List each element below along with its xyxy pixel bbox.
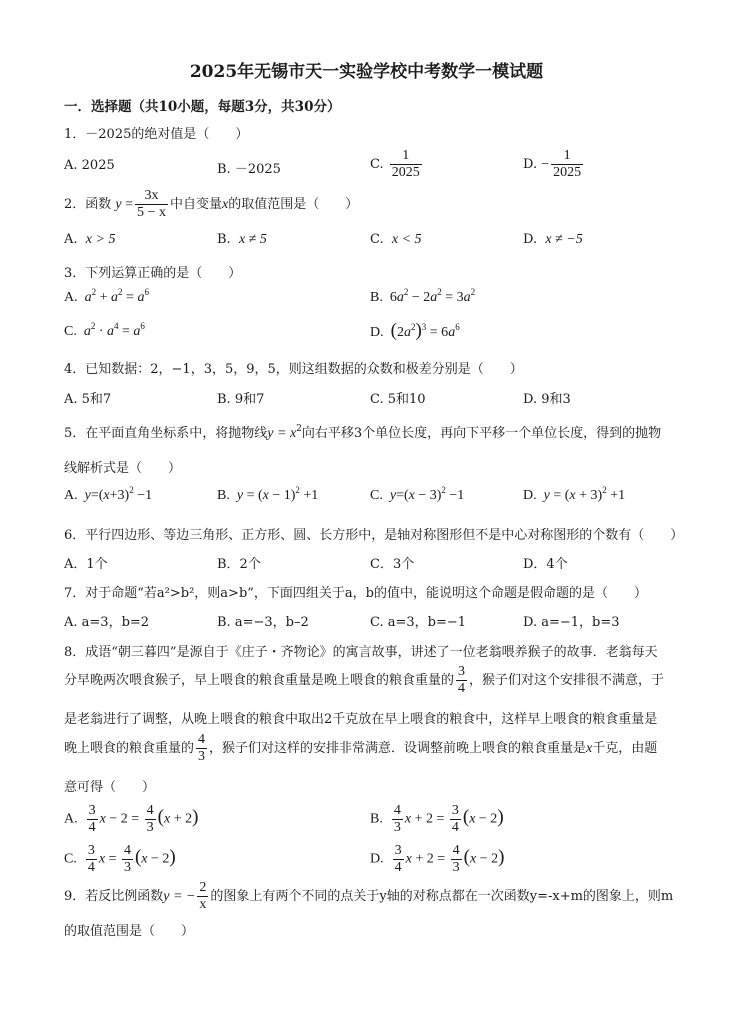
question-7-option-a[interactable]: A. a=3，b=2	[64, 615, 150, 630]
question-6-option-c[interactable]: C．3个	[370, 557, 415, 572]
question-7-stem: 7．对于命题“若a²>b²，则a>b”，下面四组关于a，b的值中，能说明这个命题是假命题的是（ ）	[64, 586, 647, 601]
question-2-option-c[interactable]: C. x < 5	[370, 232, 422, 247]
question-6-option-a[interactable]: A．1个	[64, 557, 108, 572]
question-5-stem-line2: 线解析式是（ ）	[64, 461, 182, 476]
fraction: $\frac{1}{2025}$	[391, 148, 420, 180]
question-1-option-c[interactable]: C. $\frac{1}{2025}$	[370, 148, 420, 180]
question-2-option-b[interactable]: B. x ≠ 5	[217, 232, 267, 247]
question-4-option-b[interactable]: B. 9和7	[217, 392, 265, 407]
question-8-stem-line4: 晚上喂食的粮食重量的 $\frac{4}{3}$ ，猴子们对这样的安排非常满意．设调整前晚上喂食的粮食重量是x千克，由题	[64, 732, 658, 764]
question-1-option-b[interactable]: B. －2025	[217, 162, 281, 177]
question-2-option-d[interactable]: D. x ≠ −5	[523, 232, 583, 247]
question-4-option-d[interactable]: D. 9和3	[523, 392, 571, 407]
question-8-stem-line1: 8．成语“朝三暮四”是源自于《庄子・齐物论》的寓言故事，讲述了一位老翁喂养猴子的故事．老翁每天	[64, 645, 658, 660]
question-4-option-c[interactable]: C. 5和10	[370, 392, 426, 407]
question-9-stem-line2: 的取值范围是（ ）	[64, 924, 195, 939]
question-9-stem: 9．若反比例函数y = − $\frac{2}{x}$ 的图象上有两个不同的点关于y轴的对称点都在一次函数y=-x+m的图象上，则m	[64, 880, 674, 912]
question-8-stem-line5: 意可得（ ）	[64, 780, 156, 795]
question-5-option-d[interactable]: D. $y = (x + 3)^2 +1$	[523, 485, 626, 503]
question-3-option-d[interactable]: D. $(2a^2)^3 = 6a^6$	[370, 320, 460, 341]
question-8-stem-line3: 是老翁进行了调整，从晚上喂食的粮食中取出2千克放在早上喂食的粮食中，这样早上喂食的粮食重量是	[64, 712, 658, 727]
question-1-option-d[interactable]: D. − $\frac{1}{2025}$	[523, 148, 582, 180]
question-6-option-b[interactable]: B．2个	[217, 557, 261, 572]
question-3-stem: 3．下列运算正确的是（ ）	[64, 266, 242, 281]
question-6-option-d[interactable]: D．4个	[523, 557, 568, 572]
fraction: $\frac{2}{x}$	[199, 880, 207, 912]
question-1-stem: 1．－2025的绝对值是（ ）	[64, 127, 249, 142]
question-1-option-a[interactable]: A. 2025	[64, 158, 115, 173]
section-heading: 一．选择题（共10小题，每题3分，共30分）	[64, 99, 341, 115]
question-2-option-a[interactable]: A. x > 5	[64, 232, 116, 247]
question-5-option-a[interactable]: A. $y=(x+3)^2 -1$	[64, 485, 153, 503]
question-4-option-a[interactable]: A. 5和7	[64, 392, 112, 407]
question-2-stem: 2．函数 y = $\frac{3x}{5 - x}$ 中自变量x的取值范围是（ ）	[64, 188, 359, 220]
question-3-option-c[interactable]: C. $a^2 \cdot a^4 = a^6$	[64, 321, 145, 339]
fraction: $\frac{3x}{5 - x}$	[137, 188, 166, 220]
question-8-option-b[interactable]: B. $\frac{4}{3}$ x + 2 = $\frac{3}{4}$ (x − 2)	[370, 803, 504, 835]
question-5-option-c[interactable]: C. $y=(x - 3)^2 -1$	[370, 485, 465, 503]
question-3-option-a[interactable]: A. $a^2 + a^2 = a^6$	[64, 287, 149, 305]
page-title: 2025年无锡市天一实验学校中考数学一模试题	[189, 62, 544, 82]
question-5-stem: 5．在平面直角坐标系中，将抛物线$y = x^2$向右平移3个单位长度，再向下平移一个单位长度，得到的抛物	[64, 424, 662, 441]
fraction: $\frac{4}{3}$	[198, 732, 206, 764]
question-7-option-b[interactable]: B. a=−3，b–2	[217, 615, 309, 630]
question-4-stem: 4．已知数据：2，−1，3，5，9，5，则这组数据的众数和极差分别是（ ）	[64, 362, 523, 377]
question-8-option-a[interactable]: A. $\frac{3}{4}$ x − 2 = $\frac{4}{3}$ (x + 2)	[64, 803, 199, 835]
question-8-stem-line2: 分早晚两次喂食猴子，早上喂食的粮食重量是晚上喂食的粮食重量的 $\frac{3}{4}$ ，猴子们对这个安排很不满意，于	[64, 664, 665, 696]
question-6-stem: 6．平行四边形、等边三角形、正方形、圆、长方形中，是轴对称图形但不是中心对称图形的个数有（ ）	[64, 528, 684, 543]
fraction: $\frac{3}{4}$	[458, 664, 466, 696]
question-7-option-c[interactable]: C. a=3，b=−1	[370, 615, 467, 630]
question-7-option-d[interactable]: D. a=−1，b=3	[523, 615, 620, 630]
fraction: $\frac{1}{2025}$	[553, 148, 582, 180]
question-3-option-b[interactable]: B. $6a^2 - 2a^2 = 3a^2$	[370, 287, 476, 305]
question-8-option-c[interactable]: C. $\frac{3}{4}$ x = $\frac{4}{3}$ (x − 2)	[64, 843, 176, 875]
question-5-option-b[interactable]: B. $y = (x - 1)^2 +1$	[217, 485, 319, 503]
question-8-option-d[interactable]: D. $\frac{3}{4}$ x + 2 = $\frac{4}{3}$ (x − 2)	[370, 843, 505, 875]
